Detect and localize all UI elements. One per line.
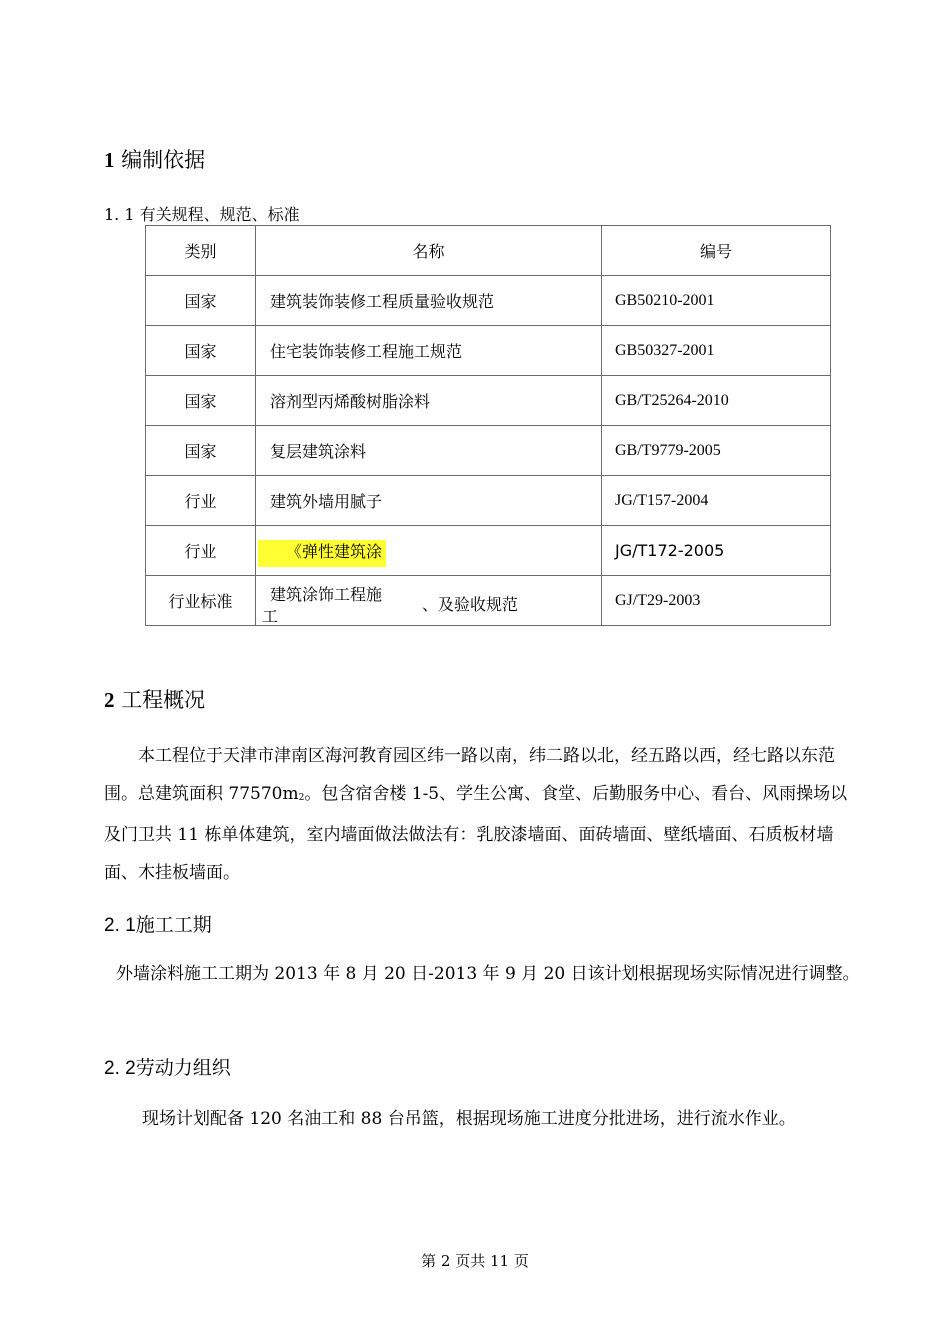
cell-name-part-a: 建筑涂饰工程施 xyxy=(270,585,383,604)
cell-code: GJ/T29-2003 xyxy=(602,576,831,626)
cell-category: 国家 xyxy=(146,276,256,326)
cell-name xyxy=(256,576,602,626)
cell-category: 行业 xyxy=(146,476,256,526)
paragraph-main: 本工程位于天津市津南区海河教育园区纬一路以南，纬二路以北，经五路以西，经七路以东范围。总建筑面积 77570 xyxy=(104,746,835,804)
section-2-number: 2 xyxy=(104,688,115,712)
section-2-2-heading xyxy=(104,1055,231,1082)
cell-category: 国家 xyxy=(146,376,256,426)
table-row xyxy=(146,376,831,426)
cell-name xyxy=(256,526,602,576)
section-2-paragraph xyxy=(104,738,860,892)
cell-category: 行业标准 xyxy=(146,576,256,626)
cell-name: 建筑外墙用腻子 xyxy=(256,476,602,526)
cell-name: 建筑装饰装修工程质量验收规范 xyxy=(256,276,602,326)
header-name: 名称 xyxy=(256,226,602,276)
section-2-1-heading xyxy=(104,912,212,939)
area-unit: m xyxy=(282,783,299,804)
cell-name-part-b: 工 xyxy=(262,607,279,626)
table-row xyxy=(146,276,831,326)
section-2-heading xyxy=(104,686,205,714)
table-row xyxy=(146,476,831,526)
section-1-1-heading: 1. 1 有关规程、规范、标准 xyxy=(104,205,300,224)
section-2-2-title: 劳动力组织 xyxy=(135,1057,231,1079)
section-2-1-number: 2. 1 xyxy=(104,915,136,936)
table-row xyxy=(146,526,831,576)
cell-code: JG/T157-2004 xyxy=(602,476,831,526)
section-1-number: 1 xyxy=(104,148,115,172)
section-2-1-text: 外墙涂料施工工期为 2013 年 8 月 20 日-2013 年 9 月 20 日该计划根据现场实际情况进行调整。 xyxy=(116,964,860,984)
standards-table xyxy=(145,225,831,626)
cell-code: GB/T9779-2005 xyxy=(602,426,831,476)
cell-category: 国家 xyxy=(146,426,256,476)
section-2-1-title: 施工工期 xyxy=(135,914,212,936)
table-row xyxy=(146,326,831,376)
cell-code: GB/T25264-2010 xyxy=(602,376,831,426)
header-code: 编号 xyxy=(602,226,831,276)
table-header-row xyxy=(146,226,831,276)
paragraph-rest: 。包含宿舍楼 1-5、学生公寓、食堂、后勤服务中心、看台、风雨操场以及门卫共 11 栋单体建筑，室内墙面做法做法有：乳胶漆墙面、面砖墙面、壁纸墙面、石质板材墙面、木挂板墙面。 xyxy=(104,783,848,883)
cell-name: 复层建筑涂料 xyxy=(256,426,602,476)
cell-name: 住宅装饰装修工程施工规范 xyxy=(256,326,602,376)
cell-category: 国家 xyxy=(146,326,256,376)
highlighted-text: 《弹性建筑涂 xyxy=(258,540,386,567)
cell-category: 行业 xyxy=(146,526,256,576)
cell-name: 溶剂型丙烯酸树脂涂料 xyxy=(256,376,602,426)
cell-code: GB50210-2001 xyxy=(602,276,831,326)
section-1-title: 编制依据 xyxy=(121,148,206,172)
table-row xyxy=(146,426,831,476)
cell-code: JG/T172-2005 xyxy=(602,526,831,576)
table-row xyxy=(146,576,831,626)
header-category: 类别 xyxy=(146,226,256,276)
area-unit-sub: 2 xyxy=(298,792,305,803)
section-1-heading xyxy=(104,146,205,174)
page-footer: 第 2 页共 11 页 xyxy=(421,1252,529,1270)
section-2-2-text: 现场计划配备 120 名油工和 88 台吊篮，根据现场施工进度分批进场，进行流水作业。 xyxy=(142,1109,796,1129)
section-2-title: 工程概况 xyxy=(121,688,206,712)
section-2-2-number: 2. 2 xyxy=(104,1058,136,1079)
cell-name-part-c: 、及验收规范 xyxy=(422,595,519,614)
cell-code: GB50327-2001 xyxy=(602,326,831,376)
